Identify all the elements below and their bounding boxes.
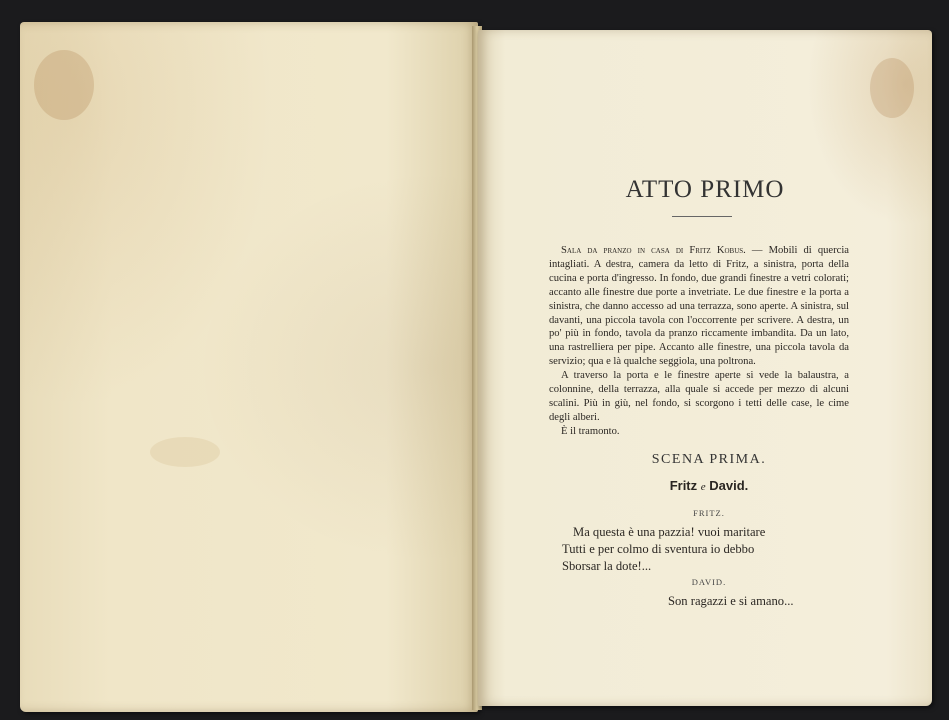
foxing-stain bbox=[870, 58, 914, 118]
right-page bbox=[478, 30, 932, 706]
foxing-stain bbox=[150, 437, 220, 467]
setting-description: — Mobili di quercia intagliati. A destra, camera da letto di Fritz, a sinistra, porta della cucina e porta d'ingresso. In fondo, due grandi finestre a vetri colorati; accanto alle finestre due porte a invetriate. Le due finestre e la porta a sinistra, che danno accesso ad una terrazza, sono aperte. A sinistra, sul davanti, una piccola tavola con l'occorrente per scrivere. A destra, un po' più in fondo, tavola da pranzo riccamente imbandita. Da un lato, una rastrelliera per pipe. Accanto alle finestre, una piccola tavola da servizio; qua e là qualche seggiola, una poltrona. bbox=[549, 245, 849, 368]
stage-directions-paragraph-1 bbox=[549, 244, 849, 369]
scene-title: SCENA PRIMA. bbox=[651, 452, 767, 467]
stage-directions-paragraph-3: È il tramonto. bbox=[561, 425, 620, 437]
setting-heading: Sala da pranzo in casa di Fritz Kobus. bbox=[561, 245, 746, 256]
foxing-stain bbox=[34, 50, 94, 120]
speaker-label: FRITZ. bbox=[693, 508, 725, 518]
stage-directions bbox=[549, 244, 849, 439]
verse-line: Ma questa è una pazzia! vuoi maritare bbox=[573, 525, 766, 539]
verse-line: Sborsar la dote!... bbox=[562, 559, 652, 573]
verse-line: Tutti e per colmo di sventura io debbo bbox=[562, 542, 755, 556]
character-name: David. bbox=[709, 478, 749, 493]
left-page-blank bbox=[20, 22, 478, 712]
verse-line: Son ragazzi e si amano... bbox=[668, 594, 794, 608]
act-title: ATTO PRIMO bbox=[625, 176, 785, 203]
scene-characters bbox=[478, 478, 932, 493]
character-name: Fritz bbox=[669, 478, 698, 493]
stage-directions-paragraph-2: A traverso la porta e le finestre aperte si vede la balaustra, a colonnine, della terrazza, alla quale si accede per mezzo di alcuni scalini. Più in giù, nel fondo, si scorgono i tetti delle case, le cime degli alberi. bbox=[549, 370, 849, 423]
title-divider bbox=[672, 216, 732, 217]
speaker-label: DAVID. bbox=[691, 577, 727, 587]
character-conjunction: e bbox=[700, 481, 706, 493]
